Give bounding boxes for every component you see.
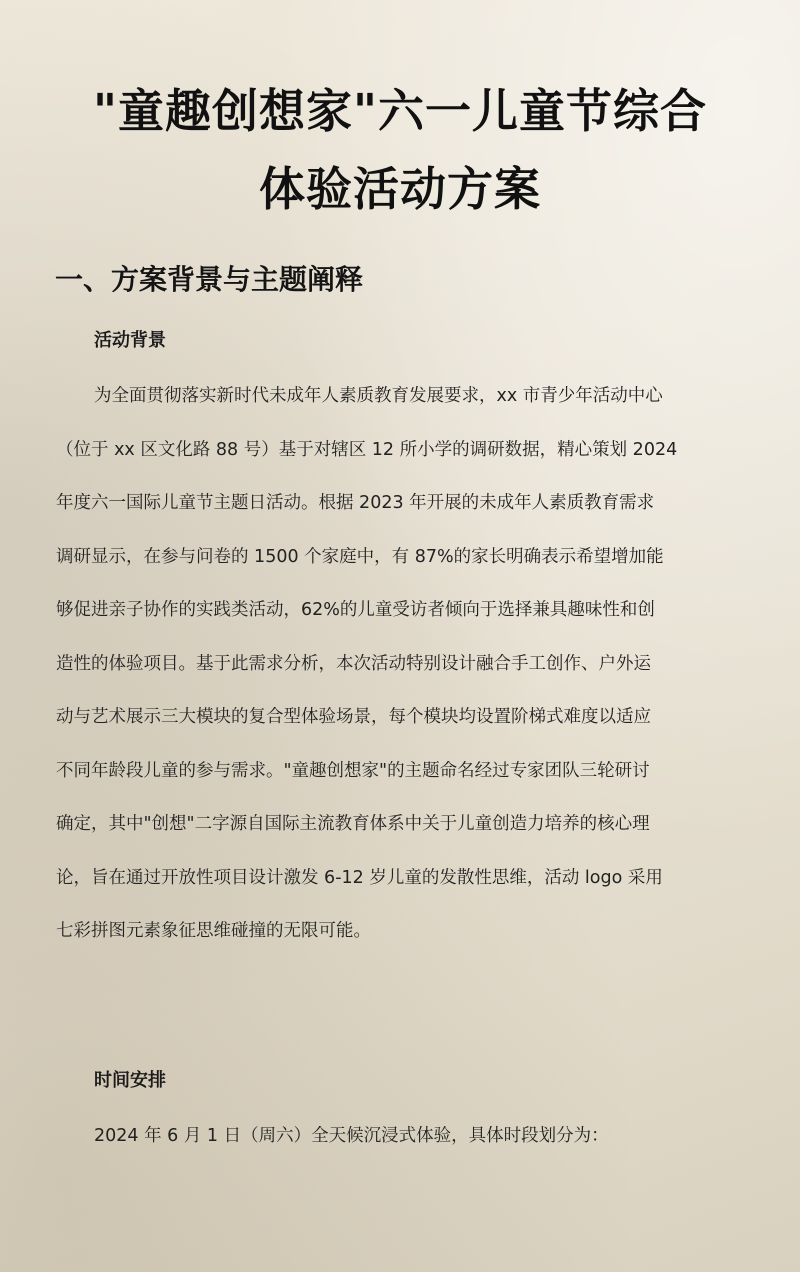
schedule-paragraph (56, 1110, 746, 1164)
paragraph-line: 不同年龄段儿童的参与需求。"童趣创想家"的主题命名经过专家团队三轮研讨 (56, 760, 650, 781)
paragraph-line: 够促进亲子协作的实践类活动，62%的儿童受访者倾向于选择兼具趣味性和创 (56, 600, 655, 620)
document-title (0, 72, 800, 228)
subsection-heading-schedule: 时间安排 (94, 1070, 166, 1091)
subsection-heading-background: 活动背景 (94, 330, 166, 351)
paragraph-line: 调研显示，在参与问卷的 1500 个家庭中，有 87%的家长明确表示希望增加能 (56, 546, 664, 567)
paragraph-line: 为全面贯彻落实新时代未成年人素质教育发展要求，xx 市青少年活动中心 (94, 386, 663, 406)
background-paragraph (56, 370, 746, 959)
paragraph-line: 动与艺术展示三大模块的复合型体验场景，每个模块均设置阶梯式难度以适应 (56, 707, 651, 727)
paragraph-line: 造性的体验项目。基于此需求分析，本次活动特别设计融合手工创作、户外运 (56, 653, 651, 674)
paragraph-line: （位于 xx 区文化路 88 号）基于对辖区 12 所小学的调研数据，精心策划 2024 (56, 439, 678, 460)
paragraph-line: 2024 年 6 月 1 日（周六）全天候沉浸式体验，具体时段划分为： (94, 1126, 609, 1146)
section-heading: 一、方案背景与主题阐释 (55, 263, 364, 296)
paragraph-line: 七彩拼图元素象征思维碰撞的无限可能。 (56, 921, 371, 941)
title-line: 体验活动方案 (259, 162, 541, 216)
paragraph-line: 年度六一国际儿童节主题日活动。根据 2023 年开展的未成年人素质教育需求 (56, 493, 655, 513)
title-line: "童趣创想家"六一儿童节综合 (93, 84, 707, 138)
paragraph-line: 确定，其中"创想"二字源自国际主流教育体系中关于儿童创造力培养的核心理 (56, 814, 650, 834)
paragraph-line: 论，旨在通过开放性项目设计激发 6-12 岁儿童的发散性思维，活动 logo 采用 (56, 867, 663, 888)
